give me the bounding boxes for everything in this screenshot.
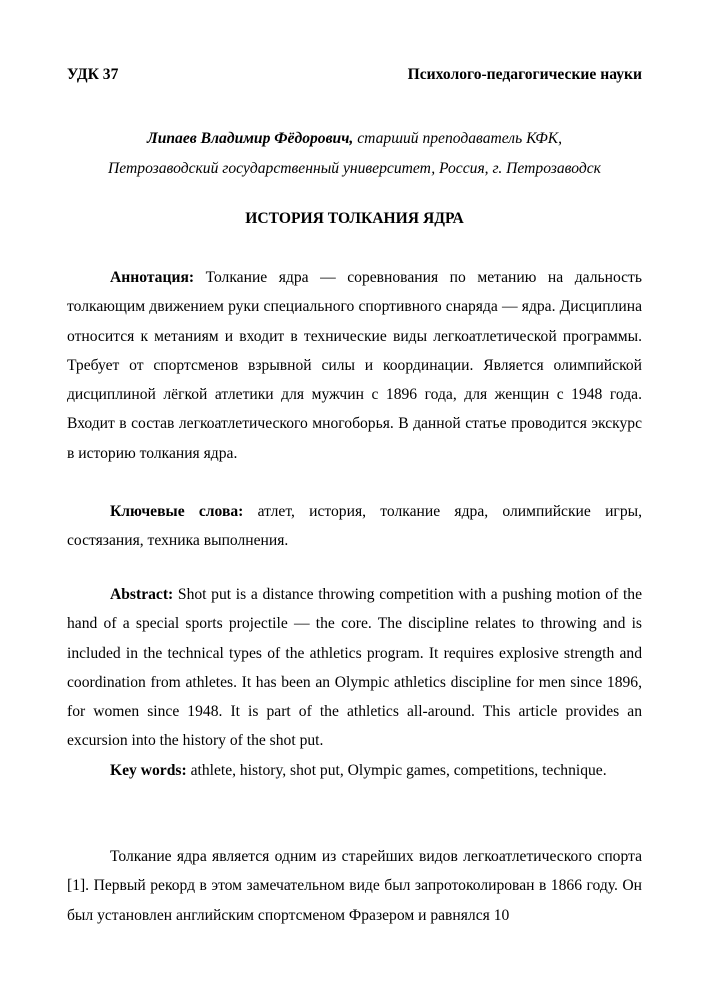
header-row [67,66,642,88]
abstract-paragraph [67,580,642,756]
author-affiliation: Петрозаводский государственный университет, Россия, г. Петрозаводск [108,160,601,177]
author-position: старший преподаватель КФК, [353,130,562,147]
annotation-paragraph [67,263,642,468]
keywords-paragraph [67,497,642,556]
key-words-paragraph [67,756,642,785]
author-name: Липаев Владимир Фёдорович, [147,130,354,147]
abstract-text: Shot put is a distance throwing competition with a pushing motion of the hand of a special sports projectile — the core. The discipline relates to throwing and is included in the technical types of the athletics program. It requires explosive strength and coordination from athletes. It has been an Olympic athletics discipline for men since 1896, for women since 1948. It is part of the athletics all-around. This article provides an excursion into the history of the shot put. [67,586,642,750]
keywords-label: Ключевые слова: [110,503,244,520]
annotation-label: Аннотация: [110,269,195,286]
author-line [67,124,642,154]
annotation-text: Толкание ядра — соревнования по метанию на дальность толкающим движением руки специального спортивного снаряда — ядра. Дисциплина относится к метаниям и входит в технические виды легкоатлетической программы. Требует от спортсменов взрывной силы и координации. Является олимпийской дисциплиной лёгкой атлетики для мужчин с 1896 года, для женщин с 1948 года. Входит в состав легкоатлетического многоборья. В данной статье проводится экскурс в историю толкания ядра. [67,269,642,462]
keywords-text: атлет, история, толкание ядра, олимпийские игры, состязания, техника выполнения. [67,503,643,550]
abstract-label: Abstract: [110,586,174,603]
body-paragraph [67,842,642,930]
key-words-label: Key words: [110,762,187,779]
section-name: Психолого-педагогические науки [407,66,642,83]
body-text: Толкание ядра является одним из старейших видов легкоатлетического спорта [1]. Первый рекорд в этом замечательном виде был запротоколирован в 1866 году. Он был установлен английским спортсменом Фразером и равнялся 10 [67,848,642,924]
author-block [67,124,642,184]
udk-code: УДК 37 [67,66,119,83]
key-words-text: athlete, history, shot put, Olympic games, competitions, technique. [186,762,607,779]
article-title: ИСТОРИЯ ТОЛКАНИЯ ЯДРА [245,210,464,227]
